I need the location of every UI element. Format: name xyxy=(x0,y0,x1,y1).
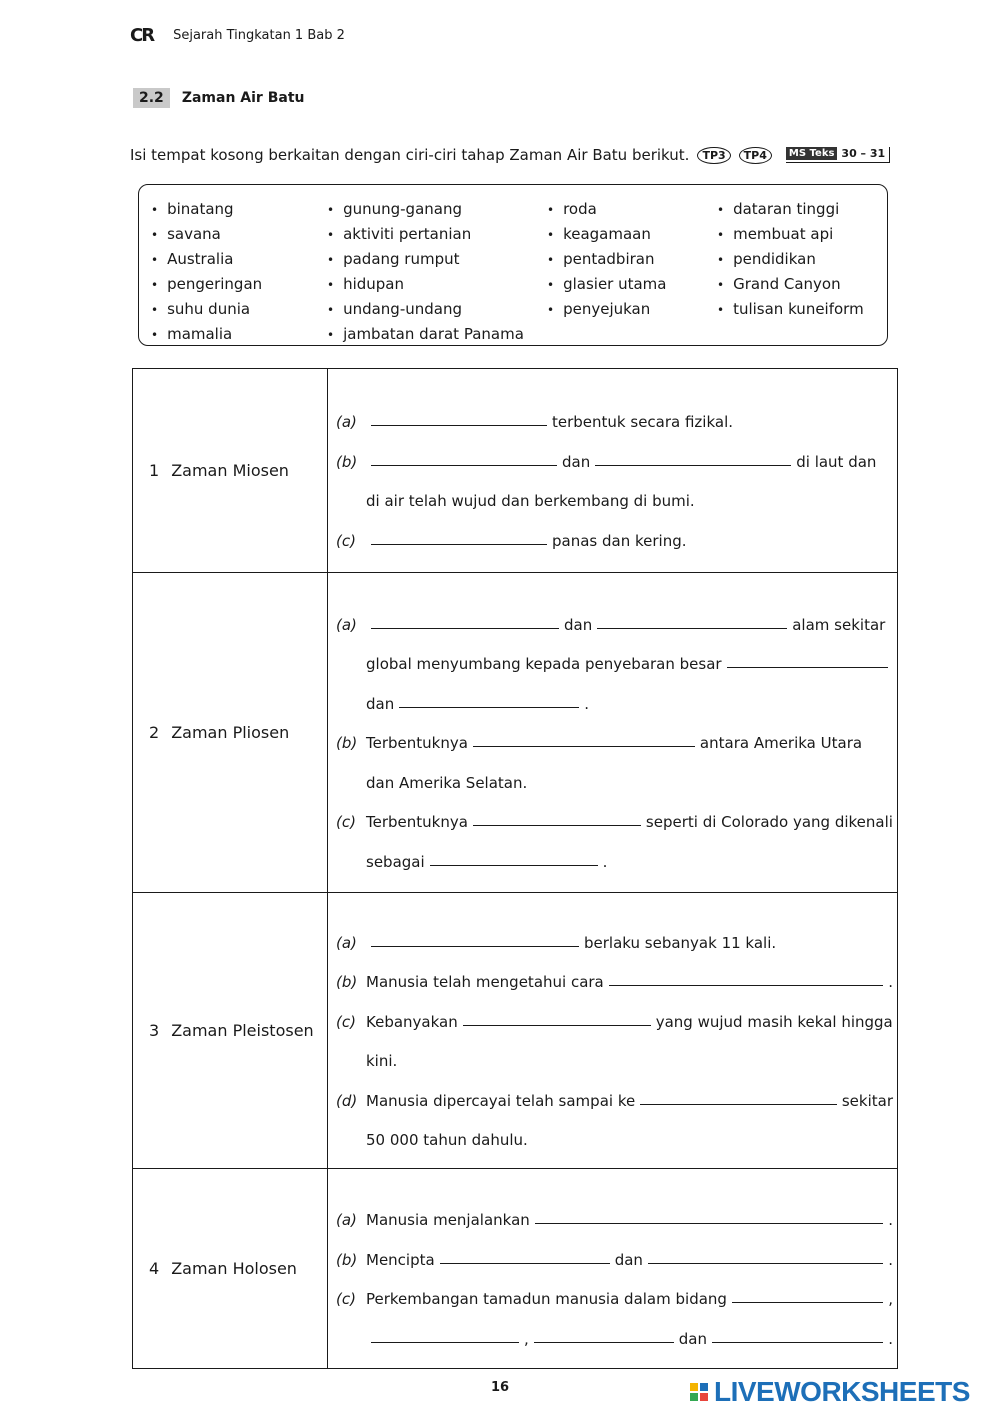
answer-blank[interactable] xyxy=(371,1341,519,1343)
word-item: • pendidikan xyxy=(717,247,864,272)
era-content xyxy=(328,573,898,893)
word-item: • padang rumput xyxy=(327,247,524,272)
word-item: • keagamaan xyxy=(547,222,667,247)
answer-blank[interactable] xyxy=(430,864,598,866)
answer-blank[interactable] xyxy=(371,464,557,466)
answer-blank[interactable] xyxy=(371,945,579,947)
item-label: (a) xyxy=(336,1211,357,1229)
era-row-pleistosen xyxy=(133,893,898,1169)
era-content xyxy=(328,369,898,573)
section-title: Zaman Air Batu xyxy=(181,90,305,106)
item-text: Manusia menjalankan xyxy=(366,1211,530,1229)
item-text: dan xyxy=(562,452,591,471)
item-text: terbentuk secara fizikal. xyxy=(552,413,734,431)
era-name: Zaman Miosen xyxy=(171,461,289,480)
answer-blank[interactable] xyxy=(732,1301,883,1303)
item-text: seperti di Colorado yang dikenali xyxy=(645,813,893,832)
item-text: Manusia telah mengetahui cara xyxy=(366,973,604,991)
answer-blank[interactable] xyxy=(371,627,559,629)
textbook-reference xyxy=(786,147,890,163)
item-text: dan xyxy=(366,694,395,713)
word-item: • hidupan xyxy=(327,272,524,297)
era-name: Zaman Pleistosen xyxy=(171,1021,314,1040)
era-number: 2 xyxy=(149,723,160,742)
era-label xyxy=(133,1169,328,1369)
answer-blank[interactable] xyxy=(640,1103,837,1105)
item-text: di air telah wujud dan berkembang di bumi. xyxy=(366,492,695,510)
era-content xyxy=(328,1169,898,1369)
liveworksheets-logo-icon xyxy=(690,1383,708,1401)
item-label: (c) xyxy=(336,813,356,832)
item-text: . xyxy=(888,1329,893,1348)
answer-blank[interactable] xyxy=(534,1341,674,1343)
word-item: • tulisan kuneiform xyxy=(717,297,864,322)
item-label: (a) xyxy=(336,413,357,431)
item-text: global menyumbang kepada penyebaran besar xyxy=(366,655,722,674)
item-text: . xyxy=(888,973,893,991)
item-text: 50 000 tahun dahulu. xyxy=(366,1131,528,1149)
era-row-pliosen xyxy=(133,573,898,893)
era-content xyxy=(328,893,898,1169)
item-text: dan xyxy=(678,1329,708,1348)
liveworksheets-brand xyxy=(690,1376,970,1408)
word-bank-column-3 xyxy=(547,197,667,322)
answer-blank[interactable] xyxy=(440,1262,610,1264)
item-text: Manusia dipercayai telah sampai ke xyxy=(366,1091,636,1110)
item-text: antara Amerika Utara xyxy=(699,734,863,753)
page-number: 16 xyxy=(490,1380,510,1395)
item-text: sekitar xyxy=(841,1091,893,1110)
section-number: 2.2 xyxy=(133,88,170,108)
item-label: (c) xyxy=(336,1290,356,1308)
era-name: Zaman Pliosen xyxy=(171,723,290,742)
word-item: • penyejukan xyxy=(547,297,667,322)
item-text: dan xyxy=(614,1250,643,1269)
worksheet-table xyxy=(132,368,898,1369)
item-text: dan Amerika Selatan. xyxy=(366,773,528,792)
word-item: • membuat api xyxy=(717,222,864,247)
item-text: . xyxy=(584,694,590,713)
answer-blank[interactable] xyxy=(727,666,888,668)
item-label: (b) xyxy=(336,1250,358,1269)
era-row-miosen xyxy=(133,369,898,573)
page-header xyxy=(130,25,345,46)
item-label: (d) xyxy=(336,1091,358,1110)
book-title: Sejarah Tingkatan 1 Bab 2 xyxy=(173,28,345,43)
era-number: 4 xyxy=(149,1259,160,1278)
word-item: • dataran tinggi xyxy=(717,197,864,222)
answer-blank[interactable] xyxy=(648,1262,883,1264)
word-bank-column-2 xyxy=(327,197,524,347)
item-label: (b) xyxy=(336,734,358,753)
word-item: • binatang xyxy=(151,197,262,222)
instruction-text: Isi tempat kosong berkaitan dengan ciri-ciri tahap Zaman Air Batu berikut. xyxy=(130,146,690,164)
item-text: Perkembangan tamadun manusia dalam bidang xyxy=(366,1290,727,1308)
word-item: • savana xyxy=(151,222,262,247)
answer-blank[interactable] xyxy=(463,1024,651,1026)
word-item: • Grand Canyon xyxy=(717,272,864,297)
word-item: • Australia xyxy=(151,247,262,272)
word-bank-column-1 xyxy=(151,197,262,347)
item-text: dan xyxy=(564,615,593,634)
item-text: Terbentuknya xyxy=(366,734,468,753)
era-label xyxy=(133,893,328,1169)
item-text: Terbentuknya xyxy=(366,813,468,832)
section-heading xyxy=(133,88,304,108)
word-item: • aktiviti pertanian xyxy=(327,222,524,247)
era-row-holosen xyxy=(133,1169,898,1369)
publisher-logo: CR xyxy=(130,25,154,46)
word-item: • pengeringan xyxy=(151,272,262,297)
ms-tag: MS Teks xyxy=(786,147,838,160)
answer-blank[interactable] xyxy=(535,1222,883,1224)
ms-pages: 30 – 31 xyxy=(841,147,886,160)
answer-blank[interactable] xyxy=(399,706,579,708)
word-item: • glasier utama xyxy=(547,272,667,297)
era-number: 3 xyxy=(149,1021,160,1040)
answer-blank[interactable] xyxy=(712,1341,883,1343)
item-label: (b) xyxy=(336,973,358,991)
item-text: Mencipta xyxy=(366,1250,435,1269)
era-number: 1 xyxy=(149,461,160,480)
tp3-badge: TP3 xyxy=(697,147,730,164)
item-text: alam sekitar xyxy=(792,615,886,634)
answer-blank[interactable] xyxy=(609,984,883,986)
word-item: • mamalia xyxy=(151,322,262,347)
word-item: • jambatan darat Panama xyxy=(327,322,524,347)
era-label xyxy=(133,573,328,893)
item-text: yang wujud masih kekal hingga xyxy=(655,1012,893,1031)
item-label: (c) xyxy=(336,1012,356,1031)
item-text: sebagai xyxy=(366,852,425,871)
item-text: , xyxy=(524,1329,529,1348)
answer-blank[interactable] xyxy=(597,627,787,629)
answer-blank[interactable] xyxy=(595,464,791,466)
word-item: • gunung-ganang xyxy=(327,197,524,222)
word-item: • suhu dunia xyxy=(151,297,262,322)
item-label: (b) xyxy=(336,452,358,471)
item-text: panas dan kering. xyxy=(552,531,687,550)
era-label xyxy=(133,369,328,573)
item-label: (a) xyxy=(336,933,357,952)
item-text: Kebanyakan xyxy=(366,1012,458,1031)
answer-blank[interactable] xyxy=(473,745,695,747)
answer-blank[interactable] xyxy=(371,424,547,426)
item-text: , xyxy=(888,1290,893,1308)
era-name: Zaman Holosen xyxy=(171,1259,297,1278)
answer-blank[interactable] xyxy=(473,824,641,826)
word-item: • roda xyxy=(547,197,667,222)
answer-blank[interactable] xyxy=(371,543,547,545)
tp4-badge: TP4 xyxy=(739,147,772,164)
item-text: . xyxy=(602,852,608,871)
word-bank xyxy=(138,184,888,346)
item-text: di laut dan xyxy=(796,452,877,471)
instruction xyxy=(130,146,890,164)
word-item: • pentadbiran xyxy=(547,247,667,272)
item-text: . xyxy=(888,1250,893,1269)
brand-name: LIVEWORKSHEETS xyxy=(714,1376,970,1407)
word-bank-column-4 xyxy=(717,197,864,322)
item-label: (c) xyxy=(336,531,356,550)
item-text: kini. xyxy=(366,1052,398,1070)
item-text: berlaku sebanyak 11 kali. xyxy=(584,933,777,952)
word-item: • undang-undang xyxy=(327,297,524,322)
item-text: . xyxy=(888,1211,893,1229)
item-label: (a) xyxy=(336,615,357,634)
